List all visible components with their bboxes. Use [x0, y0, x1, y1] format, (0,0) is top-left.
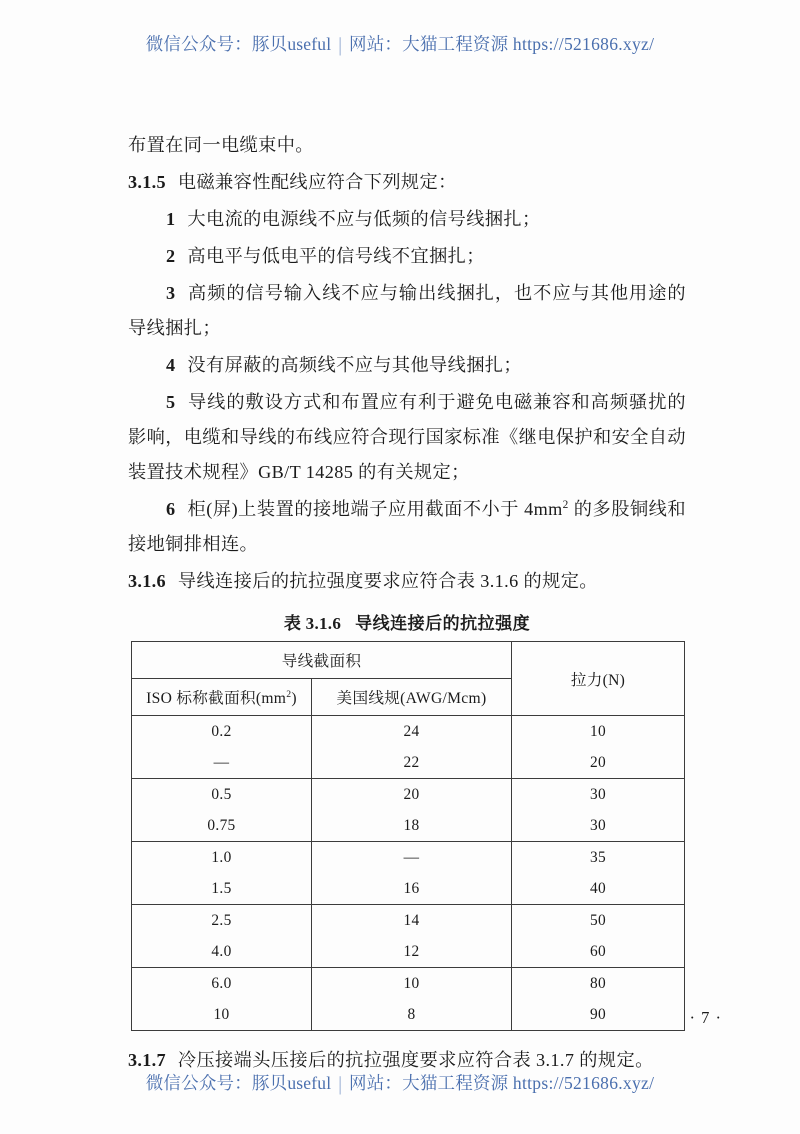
item-number: 2: [166, 246, 176, 266]
table-row: [132, 842, 685, 874]
tensile-strength-table: [131, 641, 685, 1031]
cell-awg: 18: [312, 810, 512, 842]
item-text: 高频的信号输入线不应与输出线捆扎，也不应与其他用途的导线捆扎；: [128, 283, 686, 338]
cell-force: 30: [512, 779, 685, 811]
cell-force: 40: [512, 873, 685, 905]
page-number: · 7 ·: [689, 1008, 722, 1027]
cell-awg: 14: [312, 905, 512, 937]
table-head: [132, 642, 685, 716]
continued-paragraph: 布置在同一电缆束中。: [128, 135, 314, 155]
table-header-row-group: [132, 642, 685, 679]
cell-iso-area: 1.0: [132, 842, 312, 874]
watermark-url: https://521686.xyz/: [512, 1073, 655, 1093]
clause-number: 3.1.7: [128, 1050, 166, 1070]
table-body: [132, 716, 685, 1031]
table-row: [132, 747, 685, 779]
table-caption: [128, 609, 686, 634]
watermark-wechat-label: 微信公众号：豚贝useful: [145, 1073, 332, 1093]
item-text: 高电平与低电平的信号线不宜捆扎；: [187, 246, 485, 266]
cell-force: 10: [512, 716, 685, 748]
page-content: [128, 128, 686, 1080]
cell-iso-area: —: [132, 747, 312, 779]
item-number: 4: [166, 355, 176, 375]
table-row: [132, 779, 685, 811]
superscript-square: 2: [286, 688, 292, 700]
cell-iso-area: 2.5: [132, 905, 312, 937]
table-row: [132, 873, 685, 905]
header-awg: 美国线规(AWG/Mcm): [312, 679, 512, 716]
clause-item-5: [128, 385, 686, 490]
table-row: [132, 905, 685, 937]
cell-force: 50: [512, 905, 685, 937]
cell-force: 80: [512, 968, 685, 1000]
watermark-top: [0, 31, 800, 56]
item-number: 6: [166, 499, 176, 519]
cell-awg: 12: [312, 936, 512, 968]
item-text-after: 的多股铜线和接地铜排相连。: [128, 499, 686, 554]
table-row: [132, 810, 685, 842]
cell-awg: 16: [312, 873, 512, 905]
item-text: 导线的敷设方式和布置应有利于避免电磁兼容和高频骚扰的影响，电缆和导线的布线应符合现行国家标准《继电保护和安全自动装置技术规程》GB/T 14285 的有关规定；: [128, 392, 686, 482]
cell-awg: 8: [312, 999, 512, 1031]
item-number: 5: [166, 392, 176, 412]
clause-text: 冷压接端头压接后的抗拉强度要求应符合表 3.1.7 的规定。: [177, 1050, 654, 1070]
cell-force: 35: [512, 842, 685, 874]
cell-iso-area: 0.5: [132, 779, 312, 811]
watermark-bottom: [0, 1070, 800, 1095]
header-iso-nominal-area: ISO 标称截面积$(mm^2)$: [132, 679, 312, 716]
cell-iso-area: 10: [132, 999, 312, 1031]
table-row: [132, 716, 685, 748]
cell-awg: 24: [312, 716, 512, 748]
watermark-wechat-label: 微信公众号：豚贝useful: [145, 34, 332, 54]
cell-force: 90: [512, 999, 685, 1031]
cell-iso-area: 1.5: [132, 873, 312, 905]
clause-3-1-6: [128, 564, 686, 599]
cell-iso-area: 0.75: [132, 810, 312, 842]
clause-number: 3.1.6: [128, 571, 166, 591]
item-text: 大电流的电源线不应与低频的信号线捆扎；: [187, 209, 541, 229]
item-number: 3: [166, 283, 176, 303]
watermark-separator: |: [338, 32, 343, 56]
clause-item-4: [128, 348, 686, 383]
clause-item-3: [128, 276, 686, 346]
superscript-square: 2: [562, 498, 569, 511]
cell-awg: 20: [312, 779, 512, 811]
item-text-before: 柜(屏)上装置的接地端子应用截面不小于 4mm: [187, 499, 563, 519]
cell-awg: —: [312, 842, 512, 874]
clause-text: 电磁兼容性配线应符合下列规定：: [177, 172, 457, 192]
cell-iso-area: 0.2: [132, 716, 312, 748]
cell-force: 30: [512, 810, 685, 842]
table-row: [132, 936, 685, 968]
table-caption-title: 导线连接后的抗拉强度: [355, 614, 531, 633]
watermark-site-label: 网站：大猫工程资源: [349, 1073, 509, 1093]
table-row: [132, 968, 685, 1000]
item-number: 1: [166, 209, 176, 229]
clause-item-1: [128, 202, 686, 237]
header-tensile-force: 拉力(N): [512, 642, 685, 716]
clause-3-1-5: [128, 165, 686, 200]
watermark-separator: |: [338, 1071, 343, 1095]
item-text: 没有屏蔽的高频线不应与其他导线捆扎；: [187, 355, 522, 375]
cell-force: 60: [512, 936, 685, 968]
clause-item-2: [128, 239, 686, 274]
table-caption-label: 表 3.1.6: [283, 614, 342, 633]
clause-number: 3.1.5: [128, 172, 166, 192]
watermark-site-label: 网站：大猫工程资源: [349, 34, 509, 54]
cell-awg: 10: [312, 968, 512, 1000]
cell-iso-area: 6.0: [132, 968, 312, 1000]
cell-iso-area: 4.0: [132, 936, 312, 968]
clause-text: 导线连接后的抗拉强度要求应符合表 3.1.6 的规定。: [177, 571, 598, 591]
header-conductor-area: 导线截面积: [132, 642, 512, 679]
cell-force: 20: [512, 747, 685, 779]
watermark-url: https://521686.xyz/: [512, 34, 655, 54]
clause-item-6: [128, 492, 686, 562]
cell-awg: 22: [312, 747, 512, 779]
